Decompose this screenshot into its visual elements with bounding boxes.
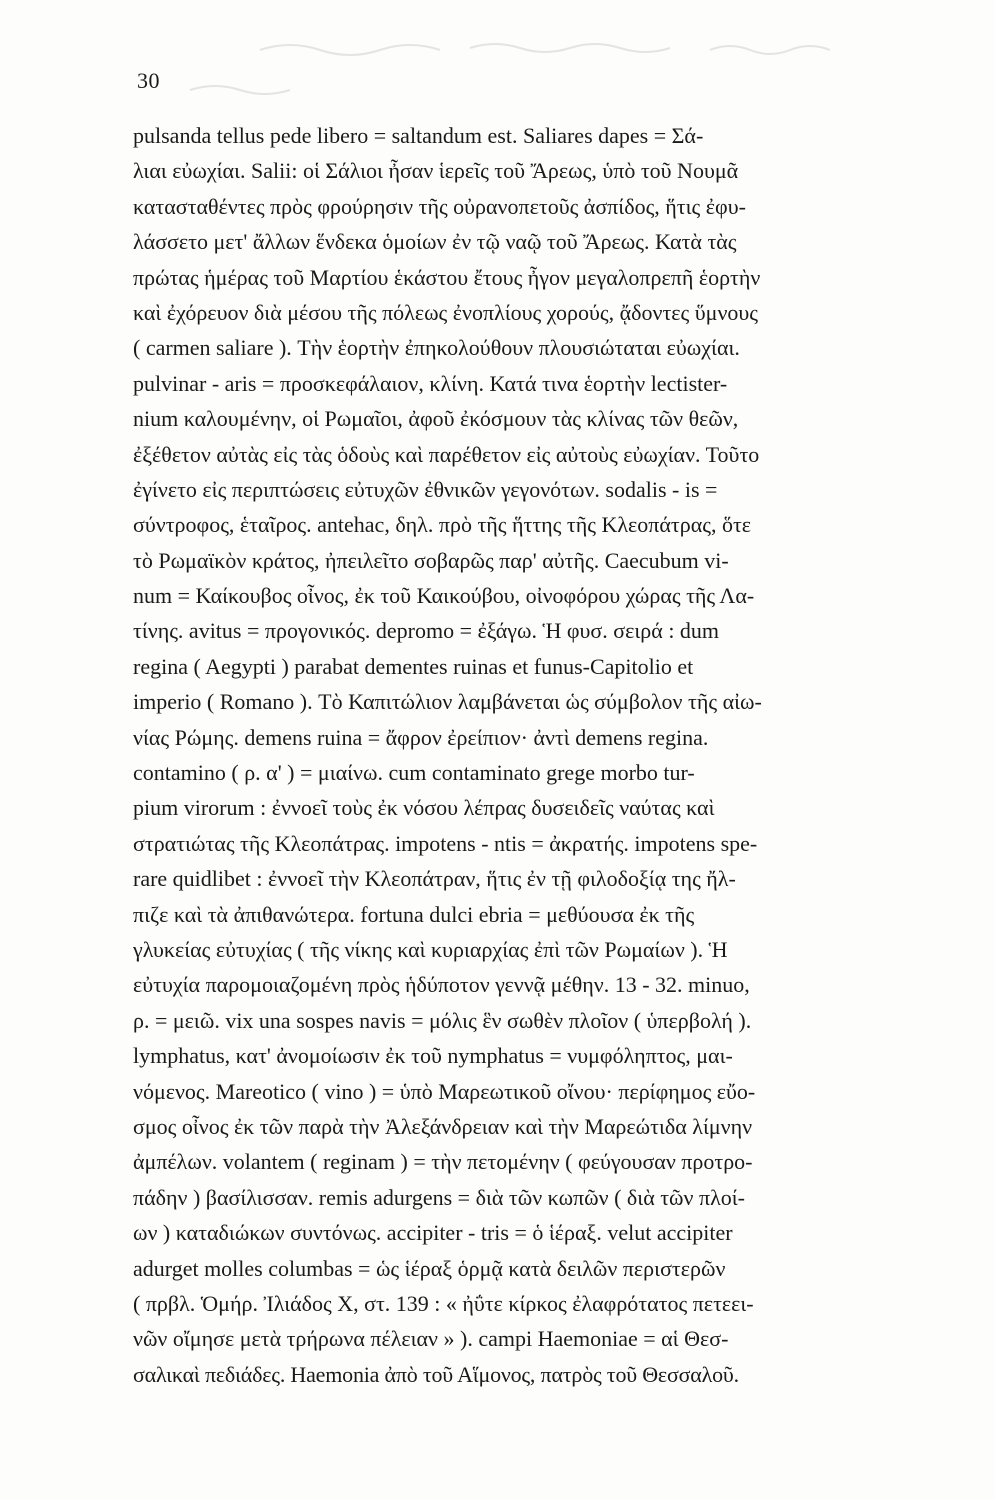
text-line: νῶν οἴμησε μετὰ τρήρωνα πέλειαν » ). campi Haemoniae = αἱ Θεσ- bbox=[133, 1326, 729, 1352]
text-line: ἐξέθετον αὐτὰς εἰς τὰς ὁδοὺς καὶ παρέθετον εἰς αὐτοὺς εὐωχίαν. Τοῦτο bbox=[133, 441, 760, 467]
commentary-text bbox=[133, 118, 963, 1392]
text-line: contamino ( ρ. α' ) = μιαίνω. cum contaminato grege morbo tur- bbox=[133, 760, 695, 786]
text-line: στρατιώτας τῆς Κλεοπάτρας. impotens - ntis = ἀκρατής. impotens spe- bbox=[133, 830, 758, 856]
text-line: πιζε καὶ τὰ ἀπιθανώτερα. fortuna dulci ebria = μεθύουσα ἐκ τῆς bbox=[133, 901, 695, 927]
text-line: λάσσετο μετ' ἄλλων ἕνδεκα ὁμοίων ἐν τῷ ναῷ τοῦ Ἄρεως. Κατὰ τὰς bbox=[133, 229, 737, 255]
text-line: ἀμπέλων. volantem ( reginam ) = τὴν πετομένην ( φεύγουσαν προτρο- bbox=[133, 1149, 753, 1175]
text-line: num = Καίκουβος οἶνος, ἐκ τοῦ Καικούβου, οἰνοφόρου χώρας τῆς Λα- bbox=[133, 583, 755, 609]
text-line: ων ) καταδιώκων συντόνως. accipiter - tris = ὁ ἱέραξ. velut accipiter bbox=[133, 1220, 733, 1246]
text-line: κατασταθέντες πρὸς φρούρησιν τῆς οὐρανοπετοῦς ἀσπίδος, ἥτις ἐφυ- bbox=[133, 193, 746, 219]
bleed-through-marks bbox=[150, 20, 950, 110]
text-line: nium καλουμένην, οἱ Ρωμαῖοι, ἀφοῦ ἐκόσμουν τὰς κλίνας τῶν θεῶν, bbox=[133, 406, 739, 432]
text-line: σύντροφος, ἑταῖρος. antehac, δηλ. πρὸ τῆς ἥττης τῆς Κλεοπάτρας, ὅτε bbox=[133, 512, 752, 538]
text-line: λιαι εὐωχίαι. Salii: οἱ Σάλιοι ἦσαν ἱερεῖς τοῦ Ἄρεως, ὑπὸ τοῦ Νουμᾶ bbox=[133, 158, 739, 184]
text-line: pulvinar - aris = προσκεφάλαιον, κλίνη. Κατά τινα ἑορτὴν lectister- bbox=[133, 370, 728, 396]
text-line: rare quidlibet : ἐννοεῖ τὴν Κλεοπάτραν, ἥτις ἐν τῇ φιλοδοξίᾳ της ἤλ- bbox=[133, 866, 736, 892]
page-number: 30 bbox=[137, 68, 160, 93]
text-line: πρώτας ἡμέρας τοῦ Μαρτίου ἑκάστου ἔτους ἦγον μεγαλοπρεπῆ ἑορτὴν bbox=[133, 264, 761, 290]
text-line: imperio ( Romano ). Τὸ Καπιτώλιον λαμβάνεται ὡς σύμβολον τῆς αἰω- bbox=[133, 689, 762, 715]
text-line: γλυκείας εὐτυχίας ( τῆς νίκης καὶ κυριαρχίας ἐπὶ τῶν Ρωμαίων ). Ἡ bbox=[133, 936, 728, 962]
text-line: σαλικαὶ πεδιάδες. Haemonia ἀπὸ τοῦ Αἵμονος, πατρὸς τοῦ Θεσσαλοῦ. bbox=[133, 1361, 739, 1387]
text-line: ρ. = μειῶ. vix una sospes navis = μόλις ἓν σωθὲν πλοῖον ( ὑπερβολή ). bbox=[133, 1007, 752, 1033]
text-line: pium virorum : ἐννοεῖ τοὺς ἐκ νόσου λέπρας δυσειδεῖς ναύτας καὶ bbox=[133, 795, 715, 821]
text-line: τίνης. avitus = προγονικός. depromo = ἐξάγω. Ἡ φυσ. σειρά : dum bbox=[133, 618, 720, 644]
text-line: adurget molles columbas = ὡς ἱέραξ ὁρμᾷ κατὰ δειλῶν περιστερῶν bbox=[133, 1255, 726, 1281]
text-line: ( πρβλ. Ὁμήρ. Ἰλιάδος Χ, στ. 139 : « ἠΰτε κίρκος ἐλαφρότατος πετεει- bbox=[133, 1290, 754, 1316]
text-line: νόμενος. Mareotico ( vino ) = ὑπὸ Μαρεωτικοῦ οἴνου· περίφημος εὔο- bbox=[133, 1078, 756, 1104]
text-line: νίας Ρώμης. demens ruina = ἄφρον ἐρείπιον· ἀντὶ demens regina. bbox=[133, 724, 709, 750]
text-line: regina ( Aegypti ) parabat dementes ruinas et funus-Capitolio et bbox=[133, 653, 694, 679]
text-line: πάδην ) βασίλισσαν. remis adurgens = διὰ τῶν κωπῶν ( διὰ τῶν πλοί- bbox=[133, 1184, 746, 1210]
text-line: τὸ Ρωμαϊκὸν κράτος, ἠπειλεῖτο σοβαρῶς παρ' αὐτῆς. Caecubum vi- bbox=[133, 547, 729, 573]
text-line: ἐγίνετο εἰς περιπτώσεις εὐτυχῶν ἐθνικῶν γεγονότων. sodalis - is = bbox=[133, 476, 718, 502]
text-line: pulsanda tellus pede libero = saltandum est. Saliares dapes = Σά- bbox=[133, 123, 704, 148]
text-line: σμος οἶνος ἐκ τῶν παρὰ τὴν Ἀλεξάνδρειαν καὶ τὴν Μαρεώτιδα λίμνην bbox=[133, 1113, 753, 1139]
text-line: εὐτυχία παρομοιαζομένη πρὸς ἡδύποτον γεννᾷ μέθην. 13 - 32. minuo, bbox=[133, 972, 750, 998]
text-line: lymphatus, κατ' ἀνομοίωσιν ἐκ τοῦ nymphatus = νυμφόληπτος, μαι- bbox=[133, 1043, 733, 1069]
text-line: ( carmen saliare ). Τὴν ἑορτὴν ἐπηκολούθουν πλουσιώταται εὐωχίαι. bbox=[133, 335, 740, 361]
text-line: καὶ ἐχόρευον διὰ μέσου τῆς πόλεως ἐνοπλίους χορούς, ᾄδοντες ὕμνους bbox=[133, 299, 758, 325]
